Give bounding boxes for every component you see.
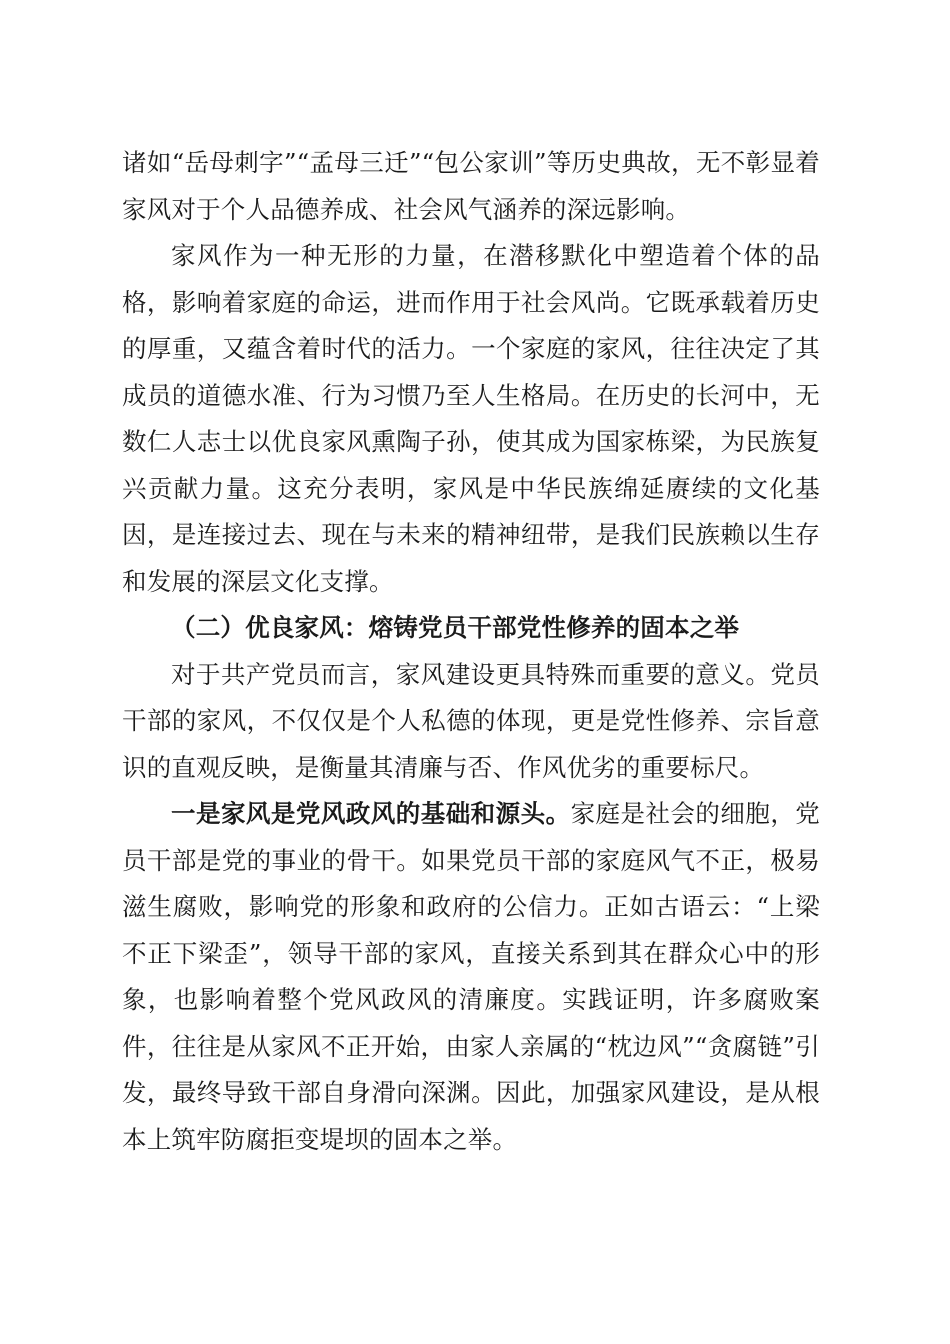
document-page [122, 140, 820, 1163]
section-heading: （二）优良家风：熔铸党员干部党性修养的固本之举 [171, 613, 740, 642]
paragraph-family-tradition-power: 家风作为一种无形的力量，在潜移默化中塑造着个体的品格，影响着家庭的命运，进而作用于社会风尚。它既承载着历史的厚重，又蕴含着时代的活力。一个家庭的家风，往往决定了其成员的道德水准、行为习惯乃至人生格局。在历史的长河中，无数仁人志士以优良家风熏陶子孙，使其成为国家栋梁，为民族复兴贡献力量。这充分表明，家风是中华民族绵延赓续的文化基因，是连接过去、现在与未来的精神纽带，是我们民族赖以生存和发展的深层文化支撑。 [122, 241, 820, 596]
paragraph-continuation: 诸如“岳母刺字”“孟母三迁”“包公家训”等历史典故，无不彰显着家风对于个人品德养成、社会风气涵养的深远影响。 [122, 148, 820, 224]
paragraph-body-text: 家庭是社会的细胞，党员干部是党的事业的骨干。如果党员干部的家庭风气不正，极易滋生腐败，影响党的形象和政府的公信力。正如古语云：“上梁不正下梁歪”，领导干部的家风，直接关系到其在群众心中的形象，也影响着整个党风政风的清廉度。实践证明，许多腐败案件，往往是从家风不正开始，由家人亲属的“枕边风”“贪腐链”引发，最终导致干部自身滑向深渊。因此，加强家风建设，是从根本上筑牢防腐拒变堤坝的固本之举。 [122, 799, 821, 1154]
paragraph-party-members: 对于共产党员而言，家风建设更具特殊而重要的意义。党员干部的家风，不仅仅是个人私德的体现，更是党性修养、宗旨意识的直观反映，是衡量其清廉与否、作风优劣的重要标尺。 [122, 659, 820, 782]
paragraph-lead-sentence: 一是家风是党风政风的基础和源头。 [171, 799, 571, 828]
paragraph-point-one [122, 791, 820, 1163]
